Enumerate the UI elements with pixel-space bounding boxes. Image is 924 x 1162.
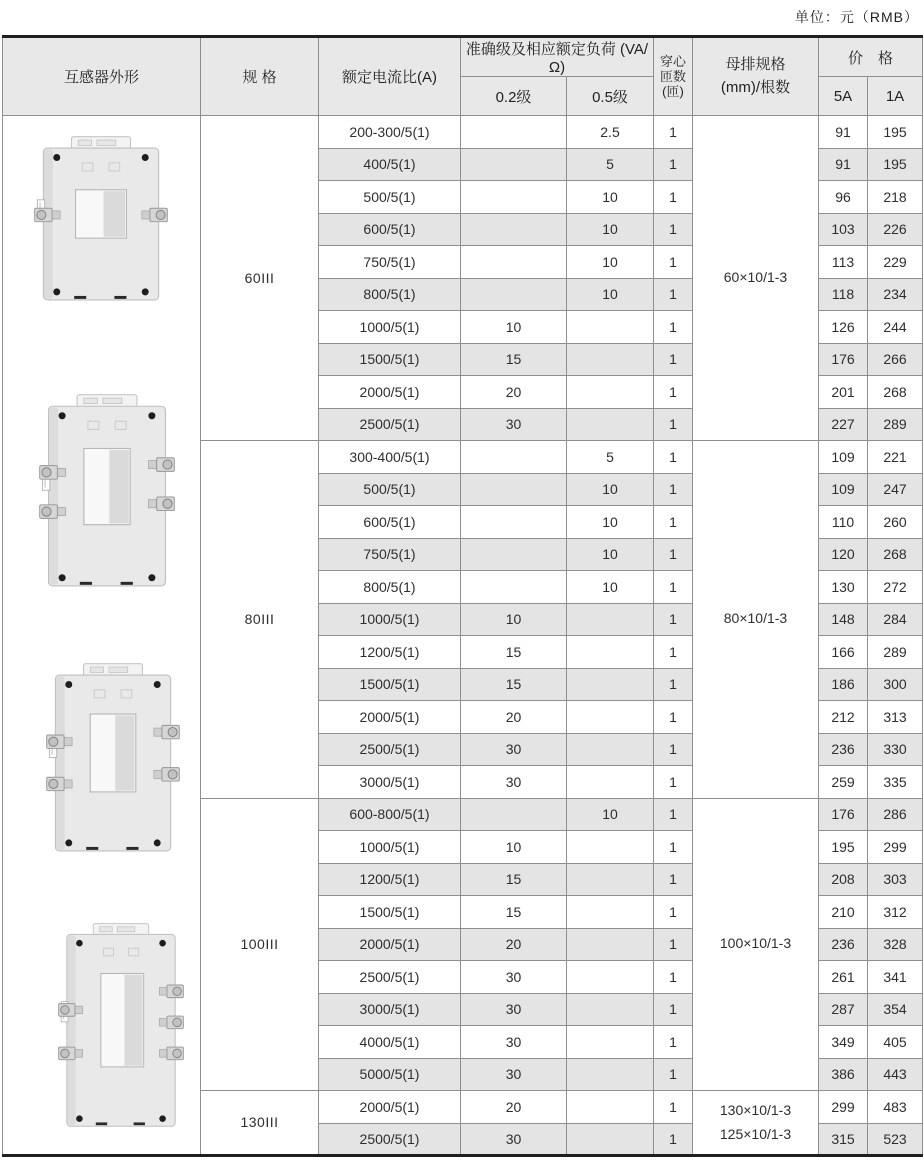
class05-cell: 10 [567,278,654,311]
price-1a-cell: 195 [868,148,923,181]
price-1a-cell: 523 [868,1123,923,1156]
price-1a-cell: 303 [868,863,923,896]
class05-cell [567,831,654,864]
class02-cell [461,473,567,506]
ratio-cell: 2000/5(1) [319,1091,461,1124]
price-5a-cell: 287 [819,993,868,1026]
price-1a-cell: 312 [868,896,923,929]
turns-cell: 1 [654,668,693,701]
price-5a-cell: 130 [819,571,868,604]
price-1a-cell: 226 [868,213,923,246]
ratio-cell: 600-800/5(1) [319,798,461,831]
busbar-spec-line: 130×10/1-3 [719,1101,792,1118]
price-1a-cell: 221 [868,441,923,474]
busbar-cell [693,798,819,1091]
ratio-cell: 400/5(1) [319,148,461,181]
class05-cell [567,733,654,766]
class02-cell [461,506,567,539]
price-1a-cell: 195 [868,116,923,149]
ratio-cell: 1500/5(1) [319,343,461,376]
price-1a-cell: 234 [868,278,923,311]
price-5a-cell: 195 [819,831,868,864]
price-1a-cell: 405 [868,1026,923,1059]
header-shape: 互感器外形 [3,37,201,116]
price-5a-cell: 315 [819,1123,868,1156]
class02-cell: 30 [461,408,567,441]
class05-cell [567,1058,654,1091]
header-class-02: 0.2级 [461,77,567,116]
turns-cell: 1 [654,928,693,961]
class02-cell: 30 [461,993,567,1026]
ratio-cell: 1200/5(1) [319,636,461,669]
price-1a-cell: 247 [868,473,923,506]
class05-cell: 10 [567,798,654,831]
class05-cell: 10 [567,246,654,279]
price-5a-cell: 386 [819,1058,868,1091]
class05-cell [567,863,654,896]
turns-cell: 1 [654,376,693,409]
ratio-cell: 2500/5(1) [319,1123,461,1156]
class05-cell: 10 [567,571,654,604]
ratio-cell: 2500/5(1) [319,733,461,766]
turns-cell: 1 [654,896,693,929]
turns-cell: 1 [654,571,693,604]
ratio-cell: 1000/5(1) [319,603,461,636]
turns-cell: 1 [654,343,693,376]
class05-cell: 10 [567,213,654,246]
class05-cell [567,636,654,669]
class02-cell [461,116,567,149]
price-1a-cell: 272 [868,571,923,604]
table-row [3,116,923,149]
ratio-cell: 3000/5(1) [319,993,461,1026]
header-busbar-line2: (mm)/根数 [720,78,791,96]
price-5a-cell: 227 [819,408,868,441]
ct-photo-130iii [58,923,184,1130]
turns-cell: 1 [654,246,693,279]
turns-cell: 1 [654,1091,693,1124]
price-5a-cell: 210 [819,896,868,929]
ratio-cell: 1200/5(1) [319,863,461,896]
spec-cell: 130III [201,1091,319,1156]
price-5a-cell: 103 [819,213,868,246]
price-5a-cell: 176 [819,343,868,376]
turns-cell: 1 [654,993,693,1026]
class02-cell: 20 [461,701,567,734]
ratio-cell: 2000/5(1) [319,928,461,961]
price-5a-cell: 166 [819,636,868,669]
class05-cell [567,766,654,799]
ratio-cell: 4000/5(1) [319,1026,461,1059]
turns-cell: 1 [654,603,693,636]
price-1a-cell: 266 [868,343,923,376]
ratio-cell: 1500/5(1) [319,668,461,701]
price-5a-cell: 208 [819,863,868,896]
turns-cell: 1 [654,863,693,896]
price-1a-cell: 229 [868,246,923,279]
class05-cell [567,896,654,929]
class05-cell: 10 [567,181,654,214]
turns-cell: 1 [654,1026,693,1059]
price-5a-cell: 299 [819,1091,868,1124]
turns-cell: 1 [654,701,693,734]
class05-cell [567,993,654,1026]
price-1a-cell: 313 [868,701,923,734]
header-class-05: 0.5级 [567,77,654,116]
price-1a-cell: 330 [868,733,923,766]
header-busbar [693,37,819,116]
price-5a-cell: 109 [819,441,868,474]
busbar-cell [693,441,819,799]
ct-photo-100iii [46,663,180,855]
header-price-group: 价 格 [819,37,923,77]
price-1a-cell: 286 [868,798,923,831]
price-1a-cell: 299 [868,831,923,864]
busbar-cell [693,116,819,441]
class05-cell [567,311,654,344]
class05-cell [567,928,654,961]
turns-cell: 1 [654,506,693,539]
class05-cell [567,1123,654,1156]
turns-cell: 1 [654,408,693,441]
price-5a-cell: 109 [819,473,868,506]
price-5a-cell: 91 [819,148,868,181]
class02-cell: 20 [461,1091,567,1124]
price-5a-cell: 259 [819,766,868,799]
class02-cell: 15 [461,863,567,896]
price-5a-cell: 236 [819,928,868,961]
class05-cell [567,603,654,636]
ratio-cell: 500/5(1) [319,181,461,214]
class02-cell: 30 [461,961,567,994]
class02-cell: 15 [461,896,567,929]
ratio-cell: 600/5(1) [319,213,461,246]
class02-cell [461,246,567,279]
class02-cell [461,181,567,214]
ratio-cell: 5000/5(1) [319,1058,461,1091]
price-1a-cell: 268 [868,538,923,571]
class02-cell: 30 [461,1058,567,1091]
price-1a-cell: 300 [868,668,923,701]
turns-cell: 1 [654,441,693,474]
turns-cell: 1 [654,311,693,344]
header-turns-line1: 穿心 [659,53,686,69]
class02-cell: 15 [461,636,567,669]
class05-cell [567,701,654,734]
price-5a-cell: 261 [819,961,868,994]
price-1a-cell: 289 [868,636,923,669]
ratio-cell: 750/5(1) [319,246,461,279]
class02-cell: 30 [461,766,567,799]
class02-cell [461,278,567,311]
turns-cell: 1 [654,278,693,311]
class05-cell: 10 [567,473,654,506]
price-1a-cell: 328 [868,928,923,961]
class02-cell [461,571,567,604]
price-5a-cell: 113 [819,246,868,279]
ratio-cell: 1000/5(1) [319,311,461,344]
price-table [2,35,923,1157]
price-5a-cell: 148 [819,603,868,636]
class05-cell: 5 [567,148,654,181]
price-5a-cell: 120 [819,538,868,571]
busbar-spec-line: 80×10/1-3 [723,610,788,627]
header-busbar-line1: 母排规格 [725,56,786,73]
price-5a-cell: 212 [819,701,868,734]
price-5a-cell: 349 [819,1026,868,1059]
price-1a-cell: 244 [868,311,923,344]
transformer-photo-cell [3,116,201,1156]
busbar-spec-line: 100×10/1-3 [719,935,792,952]
ct-photo-80iii [39,394,175,590]
turns-cell: 1 [654,831,693,864]
price-5a-cell: 126 [819,311,868,344]
ratio-cell: 3000/5(1) [319,766,461,799]
header-spec: 规 格 [201,37,319,116]
price-1a-cell: 289 [868,408,923,441]
class02-cell [461,798,567,831]
turns-cell: 1 [654,538,693,571]
class05-cell [567,408,654,441]
ratio-cell: 500/5(1) [319,473,461,506]
unit-label: 单位：元（RMB） [794,9,919,25]
busbar-cell [693,1091,819,1156]
class05-cell [567,961,654,994]
header-price-1a: 1A [868,77,923,116]
turns-cell: 1 [654,766,693,799]
header-turns [654,37,693,116]
header-turns-line2: 匝数 [659,68,686,84]
price-1a-cell: 218 [868,181,923,214]
class02-cell: 10 [461,311,567,344]
price-5a-cell: 201 [819,376,868,409]
ratio-cell: 2000/5(1) [319,701,461,734]
turns-cell: 1 [654,213,693,246]
class05-cell [567,376,654,409]
spec-cell: 60III [201,116,319,441]
header-turns-line3: (匝) [662,84,684,100]
class02-cell: 10 [461,831,567,864]
turns-cell: 1 [654,116,693,149]
class05-cell [567,1091,654,1124]
class05-cell: 5 [567,441,654,474]
price-1a-cell: 443 [868,1058,923,1091]
class02-cell: 30 [461,733,567,766]
price-1a-cell: 341 [868,961,923,994]
class05-cell [567,1026,654,1059]
busbar-spec-line: 60×10/1-3 [723,269,788,286]
class02-cell [461,148,567,181]
turns-cell: 1 [654,148,693,181]
class05-cell: 10 [567,506,654,539]
ratio-cell: 600/5(1) [319,506,461,539]
ratio-cell: 800/5(1) [319,278,461,311]
turns-cell: 1 [654,733,693,766]
ratio-cell: 200-300/5(1) [319,116,461,149]
turns-cell: 1 [654,961,693,994]
ratio-cell: 2500/5(1) [319,408,461,441]
class02-cell [461,441,567,474]
spec-cell: 80III [201,441,319,799]
ratio-cell: 800/5(1) [319,571,461,604]
price-5a-cell: 236 [819,733,868,766]
class02-cell: 30 [461,1123,567,1156]
price-1a-cell: 354 [868,993,923,1026]
ratio-cell: 1500/5(1) [319,896,461,929]
price-5a-cell: 186 [819,668,868,701]
class02-cell: 15 [461,343,567,376]
ratio-cell: 750/5(1) [319,538,461,571]
price-1a-cell: 335 [868,766,923,799]
turns-cell: 1 [654,798,693,831]
price-1a-cell: 260 [868,506,923,539]
turns-cell: 1 [654,473,693,506]
ratio-cell: 300-400/5(1) [319,441,461,474]
price-5a-cell: 91 [819,116,868,149]
class02-cell: 20 [461,928,567,961]
header-price-5a: 5A [819,77,868,116]
class02-cell: 10 [461,603,567,636]
price-5a-cell: 176 [819,798,868,831]
class02-cell: 30 [461,1026,567,1059]
turns-cell: 1 [654,181,693,214]
price-1a-cell: 268 [868,376,923,409]
header-accuracy-group: 准确级及相应额定负荷 (VA/Ω) [461,37,654,77]
price-5a-cell: 96 [819,181,868,214]
header-ratio: 额定电流比(A) [319,37,461,116]
price-5a-cell: 110 [819,506,868,539]
class05-cell: 10 [567,538,654,571]
turns-cell: 1 [654,1058,693,1091]
price-1a-cell: 284 [868,603,923,636]
class05-cell [567,343,654,376]
busbar-spec-line: 125×10/1-3 [719,1125,792,1142]
spec-cell: 100III [201,798,319,1091]
class02-cell: 20 [461,376,567,409]
class02-cell: 15 [461,668,567,701]
price-1a-cell: 483 [868,1091,923,1124]
price-5a-cell: 118 [819,278,868,311]
turns-cell: 1 [654,636,693,669]
ratio-cell: 2500/5(1) [319,961,461,994]
ratio-cell: 2000/5(1) [319,376,461,409]
class02-cell [461,213,567,246]
class05-cell: 2.5 [567,116,654,149]
turns-cell: 1 [654,1123,693,1156]
ratio-cell: 1000/5(1) [319,831,461,864]
ct-photo-60iii [34,136,168,304]
class05-cell [567,668,654,701]
class02-cell [461,538,567,571]
